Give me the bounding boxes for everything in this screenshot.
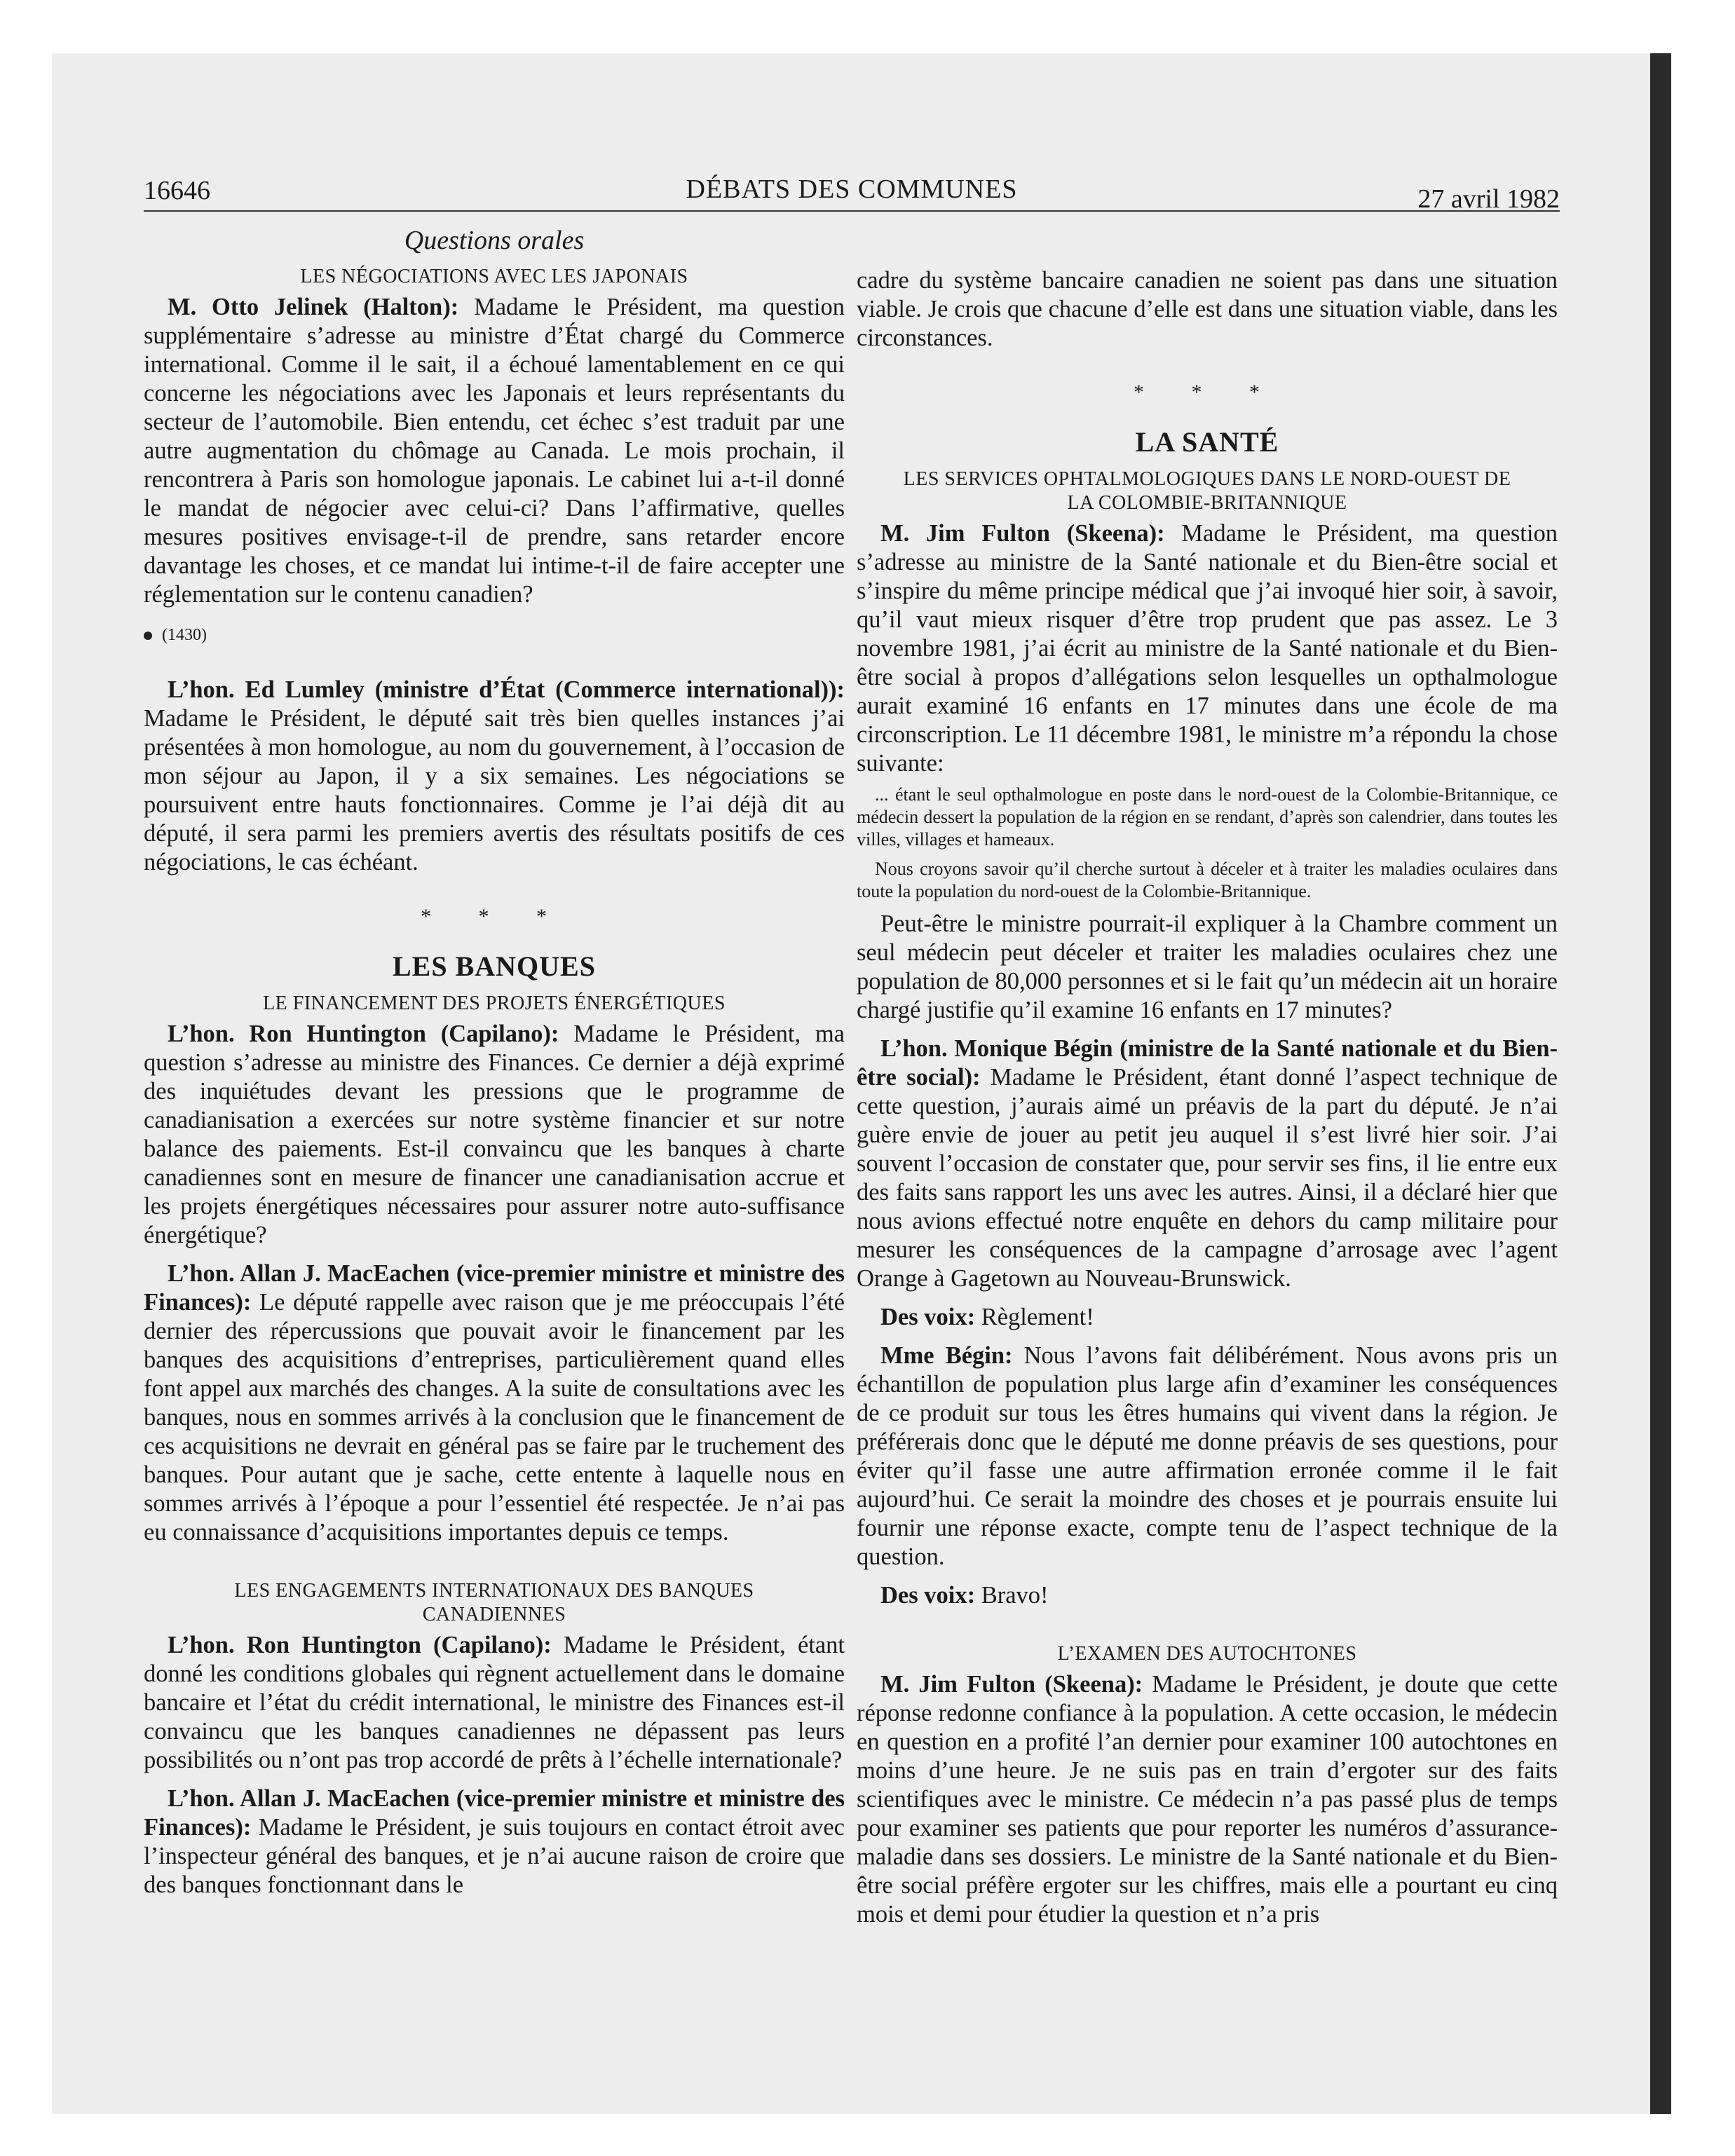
speaker-name: L’hon. Ed Lumley (ministre d’État (Commerce international)): — [168, 676, 845, 703]
page-header — [144, 174, 1560, 212]
speech-text: Madame le Président, je suis toujours en contact étroit avec l’inspecteur général des banques, et je n’ai aucune raison de croire que des banques fonctionnant dans le — [144, 1814, 845, 1898]
speaker-name: Des voix: — [880, 1304, 976, 1330]
paragraph-fulton-3 — [857, 1670, 1558, 1929]
heading-sante: LA SANTÉ — [1135, 426, 1279, 458]
speaker-name: L’hon. Ron Huntington (Capilano): — [168, 1021, 559, 1047]
time-label: (1430) — [162, 626, 207, 644]
paragraph-continuation: cadre du système bancaire canadien ne soient pas dans une situation viable. Je crois que chacune d’elle est dans une situation viable, dans les circonstances. — [857, 267, 1558, 351]
speech-text: Madame le Président, étant donné les conditions globales qui règnent actuellement dans le domaine bancaire et l’état du crédit international, le ministre des Finances est-il convaincu que les banques canadiennes ne dépassent pas leurs possibilités ou n’ont pas trop accordé de prêts à l’échelle internationale? — [144, 1632, 845, 1773]
binding-edge — [1650, 53, 1671, 2114]
speaker-name: Des voix: — [880, 1582, 976, 1609]
time-marker — [144, 626, 845, 645]
speech-text: Nous l’avons fait délibérément. Nous avons pris un échantillon de population plus large afin d’examiner les conséquences de ce produit sur tous les êtres humains qui vivent dans la région. Je préférerais donc que le député me donne préavis de ses questions, pour éviter qu’il fasse une autre affirmation erronée comme il le fait aujourd’hui. Ce serait la moindre des choses et je pourrais ensuite lui fournir une réponse exacte, compte tenu de l’aspect technique de la question. — [857, 1342, 1558, 1570]
paragraph-voix-2 — [857, 1581, 1558, 1610]
publication-title: DÉBATS DES COMMUNES — [686, 175, 1018, 204]
paragraph-voix-1 — [857, 1303, 1558, 1332]
paragraph-fulton-1 — [857, 519, 1558, 778]
publication-date: 27 avril 1982 — [1417, 184, 1560, 214]
paragraph-maceachen-2 — [144, 1785, 845, 1899]
speech-text: Madame le Président, ma question s’adresse au ministre des Finances. Ce dernier a déjà exprimé des inquiétudes devant les pressions que le programme de canadianisation a exercées sur notre système financier et sur notre balance des paiements. Est-il convaincu que les banques à charte canadiennes sont en mesure de financer une canadianisation accrue et les projets énergétiques nécessaires pour assurer notre auto-suffisance énergétique? — [144, 1021, 845, 1248]
speaker-name: L’hon. Allan J. MacEachen (vice-premier ministre et ministre des Finances): — [144, 1785, 845, 1841]
speech-text: Madame le Président, ma question supplémentaire s’adresse au ministre d’État chargé du Commerce international. Comme il le sait, il a échoué lamentablement en ce qui concerne les négociations avec les Japonais et leurs représentants du secteur de l’automobile. Bien entendu, cet échec s’est traduit par une autre augmentation du chômage au Canada. Le mois prochain, il rencontrera à Paris son homologue japonais. Le cabinet lui a-t-il donné le mandat de négocier avec celui-ci? Dans l’affirmative, quelles mesures positives envisage-t-il de prendre, sans retarder encore davantage les choses, et ce mandat lui intime-t-il de faire accepter une réglementation sur le contenu canadien? — [144, 294, 845, 608]
paragraph-jelinek — [144, 293, 845, 609]
speech-text: Bravo! — [975, 1582, 1049, 1609]
speaker-name: M. Otto Jelinek (Halton): — [168, 294, 459, 320]
speaker-name: M. Jim Fulton (Skeena): — [880, 520, 1165, 547]
subheading-financement: LE FINANCEMENT DES PROJETS ÉNERGÉTIQUES — [263, 992, 726, 1014]
right-column — [857, 266, 1558, 1929]
subheading-engagements: LES ENGAGEMENTS INTERNATIONAUX DES BANQUES CANADIENNES — [234, 1580, 754, 1625]
speaker-name: Mme Bégin: — [880, 1342, 1013, 1369]
section-title: Questions orales — [404, 226, 585, 255]
speech-text: Le député rappelle avec raison que je me préoccupais l’été dernier des répercussions que pouvait avoir le financement par les banques des acquisitions d’entreprises, particulièrement quand elles font appel aux marchés des changes. A la suite de consultations avec les banques, nous en sommes arrivés à la conclusion que le financement de ces acquisitions ne devrait en général pas se faire par le truchement des banques. Pour autant que je sache, cette entente à laquelle nous en sommes arrivés à l’époque a pour l’essentiel été respectée. Je n’ai pas eu connaissance d’acquisitions importantes depuis ce temps. — [144, 1289, 845, 1546]
paragraph-begin-1 — [857, 1035, 1558, 1293]
paragraph-lumley — [144, 676, 845, 877]
quotation-2: Nous croyons savoir qu’il cherche surtout à déceler et à traiter les maladies oculaires dans toute la population du nord-ouest de la Colombie-Britannique. — [857, 859, 1558, 901]
paragraph-huntington-1 — [144, 1020, 845, 1250]
speech-text: Madame le Président, le député sait très bien quelles instances j’ai présentées à mon homologue, au nom du gouvernement, à l’occasion de mon séjour au Japon, il y a six semaines. Les négociations se poursuivent entre hauts fonctionnaires. Comme je l’ai déjà dit au député, il sera parmi les premiers avertis des résultats positifs de ces négociations, le cas échéant. — [144, 705, 845, 875]
speaker-name: L’hon. Ron Huntington (Capilano): — [168, 1632, 552, 1658]
heading-banques: LES BANQUES — [393, 950, 596, 982]
speaker-name: L’hon. Monique Bégin (ministre de la Santé nationale et du Bien-être social): — [857, 1035, 1558, 1091]
speech-text: Madame le Président, je doute que cette réponse redonne confiance à la population. A cette occasion, le médecin en question en a profité l’an dernier pour examiner 100 autochtones en moins d’une heure. Je ne suis pas en train d’ergoter sur des faits scientifiques avec le ministre. Ce médecin n’a pas passé plus de temps pour examiner ses patients que pour reporter les numéros d’assurance-maladie dans ses dossiers. Le ministre de la Santé nationale et du Bien-être social préfère ergoter sur les chiffres, mais elle a pourtant eu cinq mois et demi pour étudier la question et n’a pris — [857, 1671, 1558, 1928]
subheading-autochtones: L’EXAMEN DES AUTOCHTONES — [1057, 1643, 1357, 1665]
quotation-1: ... étant le seul opthalmologue en poste dans le nord-ouest de la Colombie-Britannique, ce médecin dessert la population de la région en se rendant, d’après son calendrier, dans toutes les villes, villages et hameaux. — [857, 784, 1558, 850]
page-number: 16646 — [144, 176, 210, 205]
paragraph-huntington-2 — [144, 1631, 845, 1775]
subheading-japon: LES NÉGOCIATIONS AVEC LES JAPONAIS — [300, 266, 688, 287]
subheading-ophtalmo: LES SERVICES OPHTALMOLOGIQUES DANS LE NORD-OUEST DE LA COLOMBIE-BRITANNIQUE — [903, 468, 1511, 514]
section-separator: * * * — [1134, 381, 1281, 404]
bullet-icon — [144, 632, 152, 640]
speaker-name: L’hon. Allan J. MacEachen (vice-premier ministre et ministre des Finances): — [144, 1260, 845, 1316]
speech-text: Madame le Président, ma question s’adresse au ministre de la Santé nationale et du Bien-être social et s’inspire du même principe médical que j’ai invoqué hier soir, à savoir, qu’il vaut mieux risquer d’être trop prudent que pas assez. Le 3 novembre 1981, j’ai écrit au ministre de la Santé nationale et du Bien-être social à propos d’allégations selon lesquelles un opthalmologue aurait examiné 16 enfants en 17 minutes dans une école de ma circonscription. Le 11 décembre 1981, le ministre m’a répondu la chose suivante: — [857, 520, 1558, 777]
paragraph-maceachen-1 — [144, 1260, 845, 1547]
paragraph-begin-2 — [857, 1342, 1558, 1571]
section-separator: * * * — [421, 905, 568, 928]
speaker-name: M. Jim Fulton (Skeena): — [880, 1671, 1143, 1698]
left-column — [144, 224, 845, 1899]
paragraph-fulton-2: Peut-être le ministre pourrait-il expliquer à la Chambre comment un seul médecin peut déceler et traiter les maladies oculaires chez une population de 80,000 personnes et si le fait qu’un médecin ait un horaire chargé justifie qu’il examine 16 enfants en 17 minutes? — [857, 910, 1558, 1023]
speech-text: Règlement! — [975, 1304, 1094, 1330]
speech-text: Madame le Président, étant donné l’aspect technique de cette question, j’aurais aimé un préavis de la part du député. Je n’ai guère envie de jouer au petit jeu auquel il s’est livré hier soir. J’ai souvent l’occasion de constater que, pour servir ses fins, il lie entre eux des faits sans rapport les uns avec les autres. Ainsi, il a déclaré hier que nous avions effectué notre enquête en dehors du camp militaire pour mesurer les conséquences de la campagne d’arrosage avec l’agent Orange à Gagetown au Nouveau-Brunswick. — [857, 1064, 1558, 1292]
